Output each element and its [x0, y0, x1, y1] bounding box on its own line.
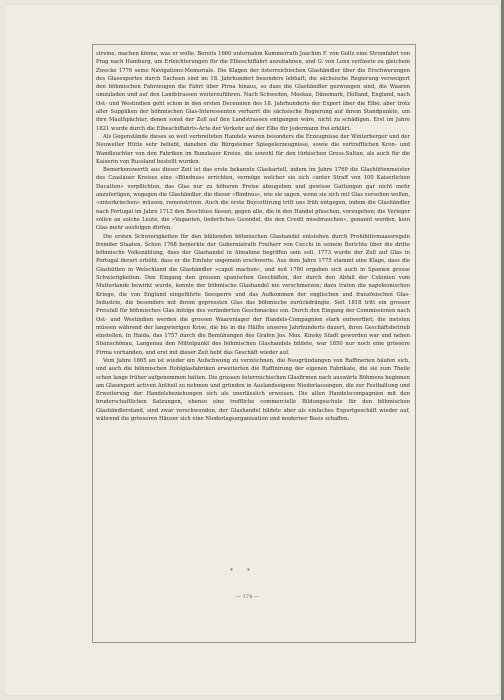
paragraph-5: Vom Jahre 1865 an ist wieder ein Aufschwung zu verzeichnen, die Neugründungen von Raffinerien häufen sich, und auch die böhmischen Hohlglasfabriken erweiterten die Raffinirung der eigenen Fabrikate, die sie zum Theile schon lange früher aufgenommen hatten. Die grossen österreichischen Glasfirmen nach auswärts Böhmens beginnen am Glasexport activen Antheil zu nehmen und gründen in Auslandseigene Niederlassungen, die zur Festhaltung und Erweiterung der Handelsbeziehungen sich als unerlässlich erweisen. Die alten Handelscompagnien mit den bruderschaftlichen Satzungen, ebenso eine treffliche commercielle Bildungsschule für den böhmischen Glashändlerstand, sind zwar verschwunden, der Glashandel bildete aber als einfaches Exportgeschäft wieder auf, während die grösseren Häuser sich eine Niederlagsorganisation und moderner Basis schaffen.	[96, 357, 410, 423]
page-number: — 174 —	[236, 594, 259, 600]
body-text	[96, 50, 410, 423]
paragraph-3: Bemerkenswerth aus dieser Zeit ist das erste bekannte Glaskartell, indem im Jahre 1769 die Glashüttenmeister des Czaslauer Kreises eine »Bündnus« errichten, vermöge welcher sie sich »unter Straff von 100 Kaiserlichen Ducatten« verpflichten, das Glas nur zu höheren Preise abzugeben und gewisse Gattungen gar nicht mehr anzufertigen, wogegen die Glashändler, die dieser »Bindnus«, wie sie sagen, wenn sie sich mit Glas versehen wollen, »unterkriechen« müssen, remonstriren. Auch die erste Boycottirung tritt uns früh entgegen, indem die Glashändler nach Portugal im Jahre 1713 den Beschluss fassen, gegen alle, die in den Handel pfuschen, vorzugehen; die Verleger sollen an solche Leute, die »Vaganten, liederliches Gesindel, die den Credit missbrauchen«, genannt werden, kein Glas mehr ausfolgen dürfen.	[96, 167, 410, 232]
paragraph-4: Die ersten Schwierigkeiten für den blühenden böhmischen Glashandel entstehen durch Prohibitivmaassregeln fremder Staaten. Schon 1768 bemerkte der Gubernialrath Freiherr von Cecchi in seinem Berichte über die dritte böhmische Volkszählung, dass der Glashandel in Abnahme begriffen sein soll. 1773 wurde der Zoll auf Glas in Portugal derart erhöht, dass er die Einfuhr ungemein erschwerte. Aus dem Jahre 1775 stammt eine Klage, dass die Glashütten in Welschland die Glashändler »caput machen«, und seit 1780 ergaben sich auch in Spanien grosse Schwierigkeiten. Den Eingang den grossen spanischen Geschäften, der durch den Abfall der Colonien vom Mutterlande bewirkt wurde, konnte der böhmische Glashandel nie verschmerzen; dazu traten die napoleonischen Kriege, die von England eingeführte Seesperre und das Aufkommen der englischen und französischen Glas-Industrie, die besonders mit ihrem gepressten Glas das böhmische zurückdrängte. Seit 1818 tritt ein grosser Preisfall für böhmisches Glas infolge des veränderten Geschmackes ein. Durch den Eingang der Commissionen nach Ost- und Westindien werden die grossen Waarenlager der Handels-Compagnien stark entwerthet; die meisten müssen während der langwierigen Krise, die bis in die Hälfte unseres Jahrhunderts dauert, ihren Geschäftsbetrieb einstellen. In Haida, das 1757 durch die Bemühungen des Grafen Jos. Max. Kinsky Stadt geworden war und neben Steinschönau, Langenau den Mittelpunkt des böhmischen Glashandels bildete, war 1850 nur noch eine grössere Firma vorhanden, und erst mit dieser Zeit hebt das Geschäft wieder auf.	[96, 233, 410, 356]
paragraph-2: Als Gegenstände dieses so weit verbreiteten Handels waren besonders die Erzeugnisse der Winterberger und der Neuwelter Hütte sehr beliebt, daneben die Bürgsteiner Spiegelerzeugnisse, sowie die vortrefflichen Kron- und Wandleuchter von den Fabriken im Bunzlauer Kreise, die sowohl für den türkischen Gross-Sultan, als auch für die Kaiserin von Russland bestellt wurden.	[96, 133, 410, 165]
section-separator: * *	[230, 568, 256, 575]
paragraph-1: streme, machen könne, was er wolle. Bereits 1660 unternahm Kammerrath Joachim F. von Goltz eine Stromfahrt von Prag nach Hamburg, um Erleichterungen für die Elbeschiffahrt anzubahnen, und G. von Lenx verfasste zu gleichem Zwecke 1776 seine Navigations-Memoriale. Die Klagen der österreichischen Glashändler über die Erschwerungen des Glasexportes durch Sachsen sind im 18. Jahrhundert besonders lebhaft; die sächsische Regierung verweigert den böhmischen Fahrzeugen die Fahrt über Pirna hinaus, so dass die Glashändler gezwungen sind, die Waaren umzuladen und auf den Landstrassen weiterzuführen. Nach Schweden, Moskau, Dänemark, Holland, England, nach Ost- und Westindien geht schon in den ersten Decennien des 18. Jahrhunderts der Export über die Elbe; aber trotz aller Suppliken der böhmischen Glas-Interessenten verharrt die sächsische Regierung auf ihrem Standpunkte, um ihre Mauthpächter, denen sonst der Zoll auf den Landstrassen entgangen wäre, nicht zu schädigen. Erst im Jahre 1821 wurde durch die Elbeschiffahrts-Acte der Verkehr auf der Elbe für Jedermann frei erklärt.	[96, 51, 410, 132]
